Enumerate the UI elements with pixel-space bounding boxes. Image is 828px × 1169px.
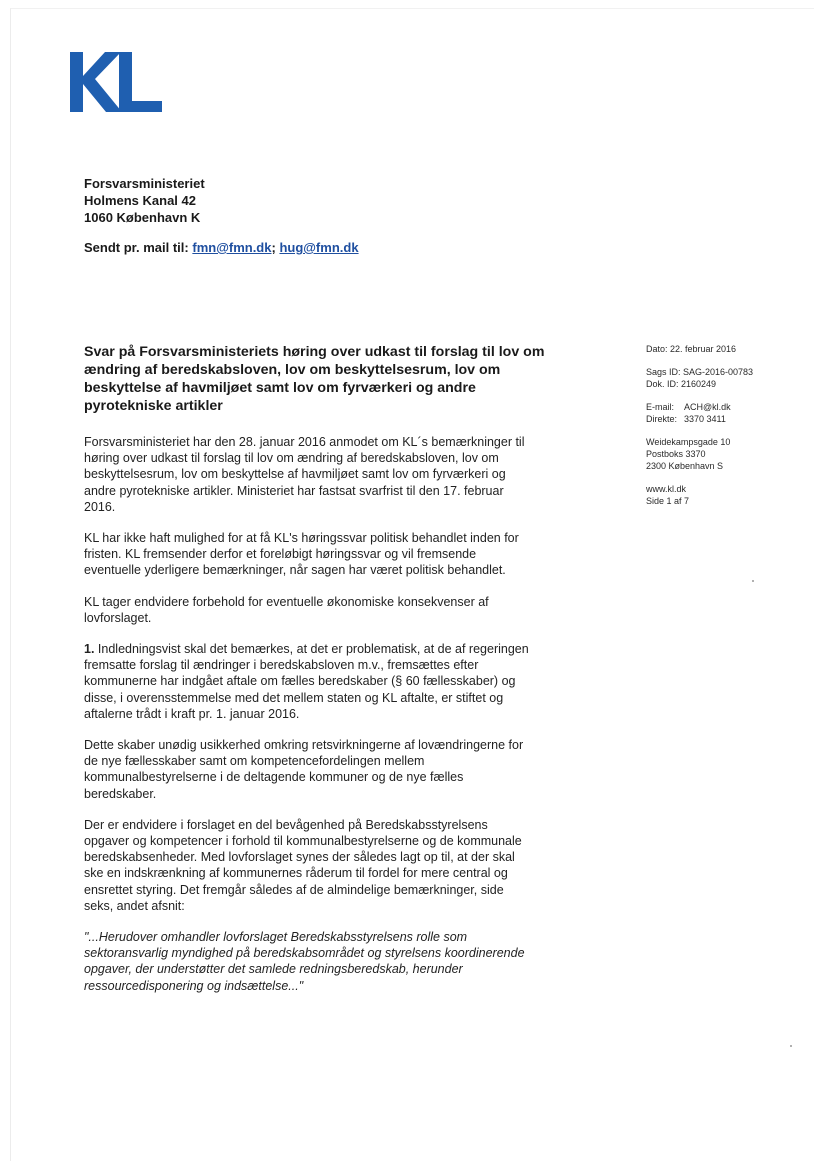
- recipient-city: 1060 København K: [84, 210, 201, 225]
- email-separator: ;: [271, 240, 280, 255]
- letter-body: [84, 434, 534, 1009]
- section-number-1: 1.: [84, 642, 95, 657]
- direct-phone: 3370 3411: [684, 414, 726, 424]
- paragraph-5: Dette skaber unødig usikkerhed omkring retsvirkningerne af lovændringerne for de nye fællesskaber samt om kompetencefordelingen mellem kommunalbestyrelserne i de deltagende kommuner og de nye fælles beredskaber.: [84, 738, 524, 801]
- sender-city: 2300 København S: [646, 461, 724, 471]
- scan-speck: [752, 580, 754, 582]
- direct-label: Direkte:: [646, 414, 678, 424]
- paragraph-4: [84, 641, 534, 722]
- paragraph-1: Forsvarsministeriet har den 28. januar 2016 anmodet om KL´s bemærkninger til høring over udkast til forslag til lov om ændring af beredskabsloven, lov om beskyttelsesrum, lov om beskyttelse af havmiljøet samt lov om fyrværkeri og andre pyrotekniske artikler. Ministeriet har fastsat svarfrist til den 17. februar 2016.: [84, 435, 525, 514]
- sent-by-mail-line: [84, 240, 359, 255]
- website: www.kl.dk: [646, 484, 687, 494]
- letter-date: Dato: 22. februar 2016: [646, 344, 737, 354]
- kl-logo: [64, 50, 164, 114]
- scan-speck: [790, 1045, 792, 1047]
- letter-subject: Svar på Forsvarsministeriets høring over udkast til forslag til lov om ændring af beredskabsloven, lov om beskyttelsesrum, lov om beskyttelse af havmiljøet samt lov om fyrværkeri og andre pyrotekniske artikler: [84, 344, 545, 414]
- sender-po-box: Postboks 3370: [646, 449, 706, 459]
- recipient-address: [84, 175, 205, 226]
- kl-logo-icon: [64, 50, 164, 114]
- paragraph-2: KL har ikke haft mulighed for at få KL's høringssvar politisk behandlet inden for fristen. KL fremsender derfor et foreløbigt høringssvar og vil fremsende eventuelle yderligere bemærkninger, når sagen har været politisk behandlet.: [84, 531, 519, 578]
- paragraph-6: Der er endvidere i forslaget en del bevågenhed på Beredskabsstyrelsens opgaver og kompetencer i forhold til kommunalbestyrelserne og de kommunale beredskabsenheder. Med lovforslaget synes der således lagt op til, at der skal ske en indskrænkning af kommunernes råderum til fordel for mere central og ensrettet styring. Det fremgår således af de almindelige bemærkninger, side seks, andet afsnit:: [84, 817, 522, 913]
- recipient-name: Forsvarsministeriet: [84, 176, 205, 191]
- paragraph-3: KL tager endvidere forbehold for eventuelle økonomiske konsekvenser af lovforslaget.: [84, 594, 489, 625]
- sidebar-metadata: [646, 343, 796, 518]
- contact-email: ACH@kl.dk: [684, 402, 731, 412]
- email-label: E-mail:: [646, 402, 675, 412]
- recipient-street: Holmens Kanal 42: [84, 193, 196, 208]
- sent-prefix: Sendt pr. mail til:: [84, 240, 193, 255]
- doc-id: Dok. ID: 2160249: [646, 379, 717, 389]
- quoted-passage: "...Herudover omhandler lovforslaget Beredskabsstyrelsens rolle som sektoransvarlig myndighed på beredskabsområdet og styrelsens koordinerende opgaver, der understøtter det samlede redningsberedskab, herunder ressourcedisponering og indsættelse...": [84, 930, 525, 993]
- sender-street: Weidekampsgade 10: [646, 437, 731, 447]
- paragraph-4-text: Indledningsvist skal det bemærkes, at det er problematisk, at de af regeringen fremsatte forslag til ændringer i beredskabsloven m.v., fremsættes efter kommunerne har indgået aftale om fælles beredskaber (§ 60 fællesskaber) og disse, i overensstemmelse med det mellem staten og KL aftalte, er stiftet og aftalerne trådt i kraft pr. 1. januar 2016.: [84, 642, 529, 721]
- case-id: Sags ID: SAG-2016-00783: [646, 367, 754, 377]
- email-link-fmn[interactable]: fmn@fmn.dk: [192, 240, 272, 255]
- email-link-hug[interactable]: hug@fmn.dk: [279, 240, 359, 255]
- page-number: Side 1 af 7: [646, 496, 690, 506]
